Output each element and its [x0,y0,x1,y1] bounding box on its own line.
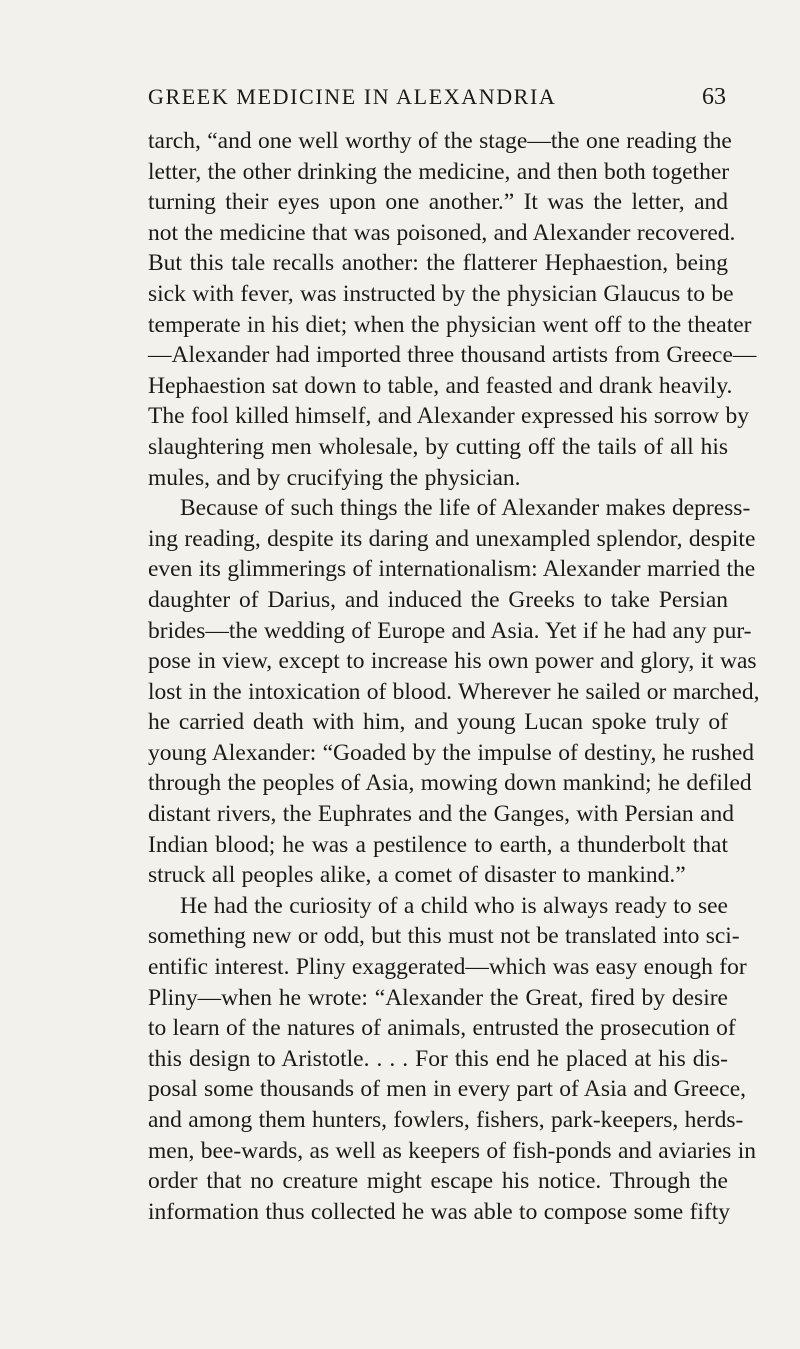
text-line: entific interest. Pliny exaggerated—which was easy enough for [148,954,747,981]
text-line: order that no creature might escape his notice. Through the [148,1168,728,1195]
text-line: this design to Aristotle. . . . For this end he placed at his dis- [148,1045,728,1072]
text-line: Pliny—when he wrote: “Alexander the Great, fired by desire [148,984,728,1011]
text-line: Indian blood; he was a pestilence to earth, a thunderbolt that [148,831,728,858]
text-line: —Alexander had imported three thousand artists from Greece— [148,342,757,369]
text-line: Because of such things the life of Alexander makes depress- [180,495,751,522]
text-line: men, bee-wards, as well as keepers of fish-ponds and aviaries in [148,1137,756,1164]
page-number: 63 [702,84,726,110]
text-line: and among them hunters, fowlers, fishers, park-keepers, herds- [148,1107,744,1133]
text-line: brides—the wedding of Europe and Asia. Yet if he had any pur- [148,617,752,644]
text-line: pose in view, except to increase his own power and glory, it was [148,648,757,675]
page-header [148,84,726,116]
body-text [148,126,760,1227]
text-line: lost in the intoxication of blood. Wherever he sailed or marched, [148,678,760,705]
text-line: turning their eyes upon one another.” It was the letter, and [148,189,728,216]
text-line: ing reading, despite its daring and unexampled splendor, despite [148,525,756,552]
text-line: Hephaestion sat down to table, and feasted and drank heavily. [148,372,733,399]
text-line: young Alexander: “Goaded by the impulse of destiny, he rushed [148,739,754,766]
text-line: The fool killed himself, and Alexander expressed his sorrow by [148,403,749,430]
text-line: struck all peoples alike, a comet of disaster to mankind.” [148,862,686,889]
text-line: not the medicine that was poisoned, and Alexander recovered. [148,219,736,246]
text-line: distant rivers, the Euphrates and the Ganges, with Persian and [148,801,734,828]
text-line: through the peoples of Asia, mowing down mankind; he defiled [148,770,752,797]
text-line: mules, and by crucifying the physician. [148,464,521,491]
text-line: he carried death with him, and young Lucan spoke truly of [148,709,728,736]
text-line: something new or odd, but this must not be translated into sci- [148,923,740,950]
text-line: sick with fever, was instructed by the physician Glaucus to be [148,280,734,307]
text-line: But this tale recalls another: the flatterer Hephaestion, being [148,250,728,277]
text-line: posal some thousands of men in every part of Asia and Greece, [148,1076,747,1103]
text-line: temperate in his diet; when the physician went off to the theater [148,311,752,338]
text-line: letter, the other drinking the medicine, and then both together [148,158,730,185]
text-line: to learn of the natures of animals, entrusted the prosecution of [148,1015,736,1042]
text-line: slaughtering men wholesale, by cutting off the tails of all his [148,433,728,460]
text-line: tarch, “and one well worthy of the stage—the one reading the [148,128,732,154]
text-line: information thus collected he was able to compose some fifty [148,1198,731,1225]
text-line: even its glimmerings of internationalism: Alexander married the [148,556,756,583]
running-head: GREEK MEDICINE IN ALEXANDRIA [148,84,557,109]
text-line: He had the curiosity of a child who is always ready to see [180,892,728,919]
text-line: daughter of Darius, and induced the Greeks to take Persian [148,586,728,613]
